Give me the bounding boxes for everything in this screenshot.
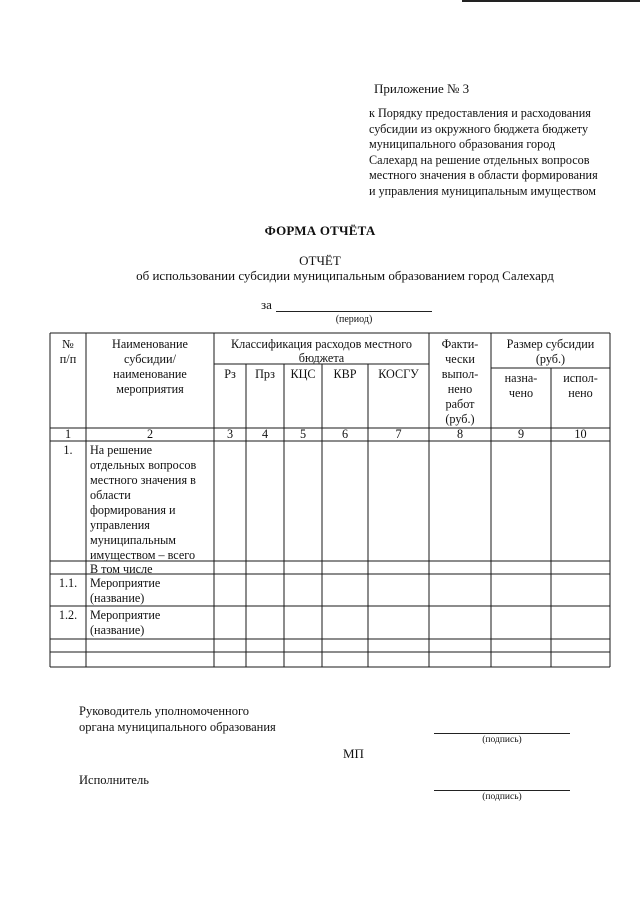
row-name: В том числе <box>90 562 153 576</box>
header-rz: Рз <box>224 367 236 381</box>
col-number: 2 <box>146 427 154 441</box>
header-number: № п/п <box>59 337 77 366</box>
header-subsidy-size: Размер субсидии (руб.) <box>506 337 595 366</box>
row-name: На решение отдельных вопросов местного значения в области формирования и управления муниципальным имуществом – всего <box>90 443 197 562</box>
header-name: Наименование субсидии/ наименование мероприятия <box>112 337 188 396</box>
head-label: Руководитель уполномоченного органа муниципального образования <box>79 704 276 734</box>
executor-signature-line[interactable] <box>434 790 570 791</box>
col-number: 7 <box>395 427 402 441</box>
header-actual: Факти- чески выпол- нено работ (руб.) <box>441 337 479 426</box>
row-name: Мероприятие (название) <box>90 608 161 637</box>
header-kvr: КВР <box>333 367 357 381</box>
header-classification: Классификация расходов местного бюджета <box>230 337 412 365</box>
appendix-line: местного значения в области формирования <box>369 168 598 183</box>
head-signature-caption: (подпись) <box>482 735 522 745</box>
col-number: 10 <box>574 427 587 441</box>
row-number: 1. <box>63 443 73 457</box>
col-number: 1 <box>64 427 72 441</box>
report-title: ОТЧЁТ <box>299 253 341 268</box>
appendix-title: Приложение № 3 <box>374 81 470 96</box>
report-subtitle: об использовании субсидии муниципальным образованием город Салехард <box>136 268 554 283</box>
stamp-label: МП <box>343 746 364 761</box>
header-kosgu: КОСГУ <box>378 367 419 381</box>
row-number: 1.1. <box>58 576 78 590</box>
col-number: 8 <box>456 427 464 441</box>
row-name: Мероприятие (название) <box>90 576 161 605</box>
period-prefix: за <box>261 297 272 312</box>
head-signature-line[interactable] <box>434 733 570 734</box>
form-title: ФОРМА ОТЧЁТА <box>264 223 376 238</box>
appendix-line: Салехард на решение отдельных вопросов <box>369 152 590 167</box>
header-assigned: назна- чено <box>504 371 538 400</box>
row-number: 1.2. <box>58 608 78 622</box>
appendix-line: муниципального образования город <box>369 137 556 152</box>
col-number: 3 <box>226 427 234 441</box>
header-prz: Прз <box>255 367 275 381</box>
executor-signature-caption: (подпись) <box>482 792 522 802</box>
appendix-line: субсидии из окружного бюджета бюджету <box>369 121 589 136</box>
col-number: 4 <box>261 427 269 441</box>
col-number: 5 <box>299 427 307 441</box>
header-executed: испол- нено <box>563 371 598 400</box>
col-number: 9 <box>517 427 525 441</box>
appendix-line: к Порядку предоставления и расходования <box>369 106 591 120</box>
col-number: 6 <box>341 427 349 441</box>
appendix-line: и управления муниципальным имуществом <box>369 183 596 198</box>
period-caption: (период) <box>335 314 373 325</box>
header-kcs: КЦС <box>290 367 316 381</box>
executor-label: Исполнитель <box>79 773 149 787</box>
